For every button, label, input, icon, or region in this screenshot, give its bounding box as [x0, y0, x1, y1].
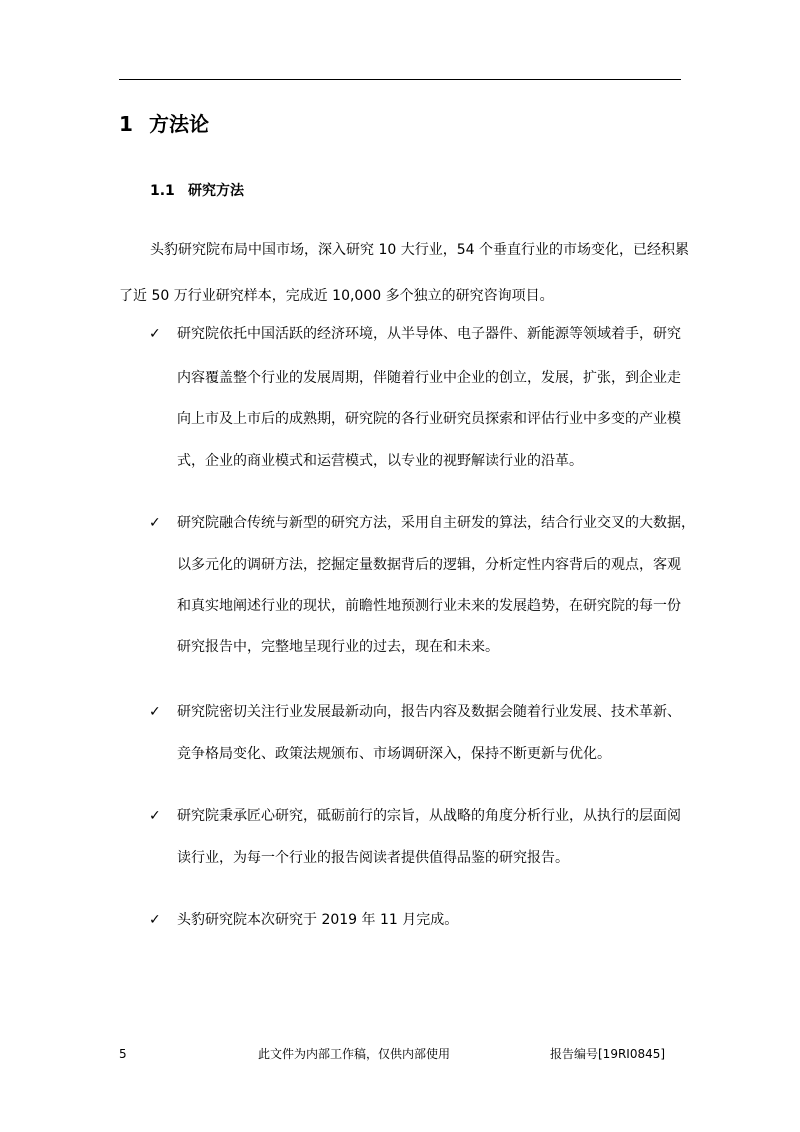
- bullet-line: 向上市及上市后的成熟期，研究院的各行业研究员探索和评估行业中多变的产业模: [177, 411, 681, 427]
- section-title: 方法论: [149, 112, 209, 136]
- bullet-line: 研究院秉承匠心研究，砥砺前行的宗旨，从战略的角度分析行业，从执行的层面阅: [177, 808, 681, 824]
- check-icon: ✓: [149, 515, 161, 531]
- check-icon: ✓: [149, 912, 161, 928]
- subsection-title: 研究方法: [188, 183, 244, 199]
- bullet-line: 式，企业的商业模式和运营模式，以专业的视野解读行业的沿革。: [177, 453, 583, 469]
- subsection-heading: [150, 180, 244, 202]
- bullet-line: 研究院依托中国活跃的经济环境，从半导体、电子器件、新能源等领域着手，研究: [177, 326, 681, 342]
- bullet-line: 读行业，为每一个行业的报告阅读者提供值得品鉴的研究报告。: [177, 850, 569, 866]
- section-number: 1: [119, 112, 133, 136]
- subsection-number: 1.1: [150, 183, 175, 199]
- check-icon: ✓: [149, 704, 161, 720]
- footer-notice: 此文件为内部工作稿，仅供内部使用: [258, 1047, 451, 1061]
- bullet-line: 内容覆盖整个行业的发展周期，伴随着行业中企业的创立，发展，扩张，到企业走: [177, 370, 681, 386]
- bullet-line: 头豹研究院本次研究于 2019 年 11 月完成。: [177, 912, 459, 928]
- section-heading: [119, 110, 209, 138]
- report-id: 报告编号[19RI0845]: [550, 1047, 666, 1061]
- intro-line: 头豹研究院布局中国市场，深入研究 10 大行业，54 个垂直行业的市场变化，已经积累: [150, 242, 689, 258]
- header-rule: [119, 79, 681, 80]
- bullet-line: 竞争格局变化、政策法规颁布、市场调研深入，保持不断更新与优化。: [177, 746, 611, 762]
- bullet-line: 研究院密切关注行业发展最新动向，报告内容及数据会随着行业发展、技术革新、: [177, 704, 681, 720]
- bullet-line: 和真实地阐述行业的现状，前瞻性地预测行业未来的发展趋势，在研究院的每一份: [177, 598, 681, 614]
- page-number: 5: [119, 1047, 127, 1061]
- bullet-line: 研究院融合传统与新型的研究方法，采用自主研发的算法，结合行业交叉的大数据，: [177, 515, 695, 531]
- bullet-line: 以多元化的调研方法，挖掘定量数据背后的逻辑，分析定性内容背后的观点，客观: [177, 557, 681, 573]
- bullet-line: 研究报告中，完整地呈现行业的过去，现在和未来。: [177, 639, 499, 655]
- check-icon: ✓: [149, 808, 161, 824]
- check-icon: ✓: [149, 326, 161, 342]
- intro-line: 了近 50 万行业研究样本，完成近 10,000 多个独立的研究咨询项目。: [119, 288, 554, 304]
